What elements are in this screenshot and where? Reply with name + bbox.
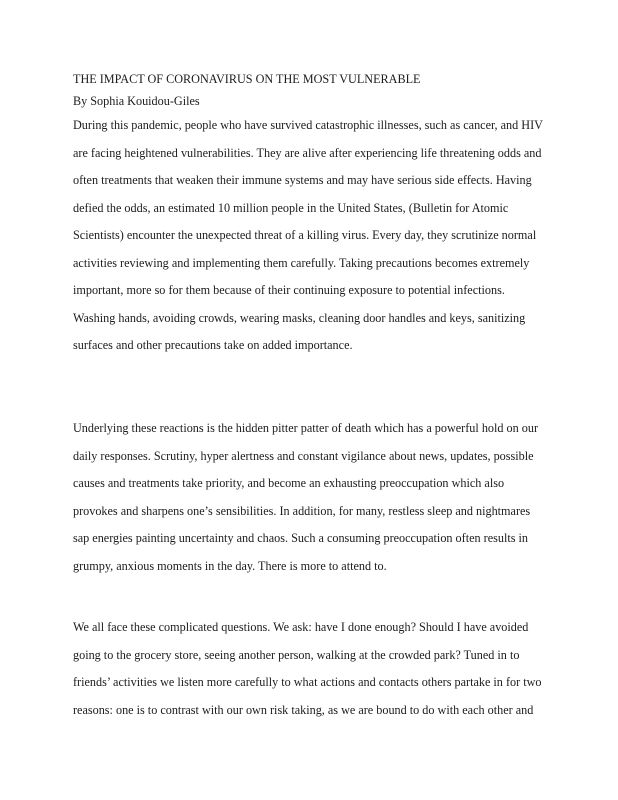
paragraph-line: causes and treatments take priority, and become an exhausting preoccupation which also	[73, 476, 505, 490]
paragraph-line: are facing heightened vulnerabilities. They are alive after experiencing life threatening odds and	[73, 145, 542, 160]
document-title: THE IMPACT OF CORONAVIRUS ON THE MOST VULNERABLE	[73, 72, 421, 86]
paragraph-line: Underlying these reactions is the hidden pitter patter of death which has a powerful hold on our	[73, 421, 539, 435]
paragraph-line: going to the grocery store, seeing another person, walking at the crowded park? Tuned in to	[73, 647, 520, 662]
paragraph-line: activities reviewing and implementing them carefully. Taking precautions becomes extremely	[73, 255, 530, 270]
paragraph-line: daily responses. Scrutiny, hyper alertness and constant vigilance about news, updates, possible	[73, 448, 534, 463]
paragraph-line: often treatments that weaken their immune systems and may have serious side effects. Having	[73, 173, 532, 187]
paragraph-line: reasons: one is to contrast with our own risk taking, as we are bound to do with each other and	[73, 702, 534, 717]
paragraph-line: provokes and sharpens one’s sensibilities. In addition, for many, restless sleep and nightmares	[73, 503, 531, 518]
paragraph-line: Washing hands, avoiding crowds, wearing masks, cleaning door handles and keys, sanitizing	[73, 310, 526, 325]
paragraph-line: friends’ activities we listen more carefully to what actions and contacts others partake in for two	[73, 675, 542, 689]
paragraph-line: During this pandemic, people who have survived catastrophic illnesses, such as cancer, and HIV	[73, 118, 543, 132]
paragraph-line: sap energies painting uncertainty and chaos. Such a consuming preoccupation often results in	[73, 531, 528, 545]
author-byline: By Sophia Kouidou-Giles	[73, 94, 200, 108]
paragraph-line: defied the odds, an estimated 10 million people in the United States, (Bulletin for Atomic	[73, 200, 509, 215]
paragraph-line: surfaces and other precautions take on added importance.	[73, 338, 353, 352]
paragraph-line: important, more so for them because of their continuing exposure to potential infections.	[73, 283, 505, 297]
paragraph-line: We all face these complicated questions. We ask: have I done enough? Should I have avoided	[73, 620, 529, 634]
paragraph-line: Scientists) encounter the unexpected threat of a killing virus. Every day, they scrutinize normal	[73, 228, 537, 242]
paragraph-line: grumpy, anxious moments in the day. There is more to attend to.	[73, 558, 387, 573]
